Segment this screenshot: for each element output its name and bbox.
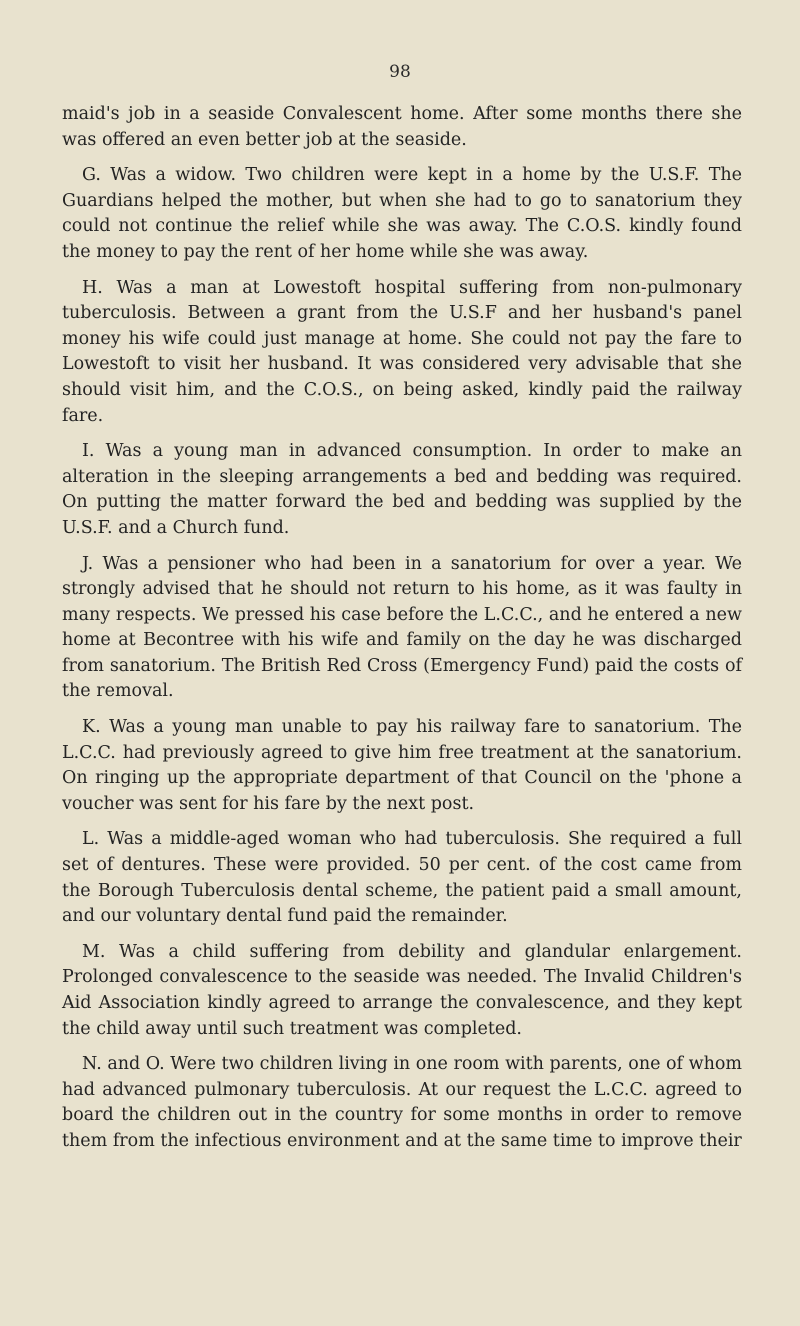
paragraph-case-l: L. Was a middle-aged woman who had tuberculosis. She required a full set of dentures. These were provided. 50 per cent. of the cost came from the Borough Tuberculosis dental scheme, the patient paid a small amount, and our voluntary dental fund paid the remainder. <box>62 829 742 927</box>
paragraph-case-n-o: N. and O. Were two children living in one room with parents, one of whom had advanced pulmonary tuberculosis. At our request the L.C.C. agreed to board the children out in the country for some months in order to remove them from the infectious environment and at the same time to improve their <box>62 1054 742 1151</box>
paragraph-case-i: I. Was a young man in advanced consumption. In order to make an alteration in the sleeping arrangements a bed and bedding was required. On putting the matter forward the bed and bedding was supplied by the U.S.F. and a Church fund. <box>62 441 742 538</box>
paragraph-case-h: H. Was a man at Lowestoft hospital suffering from non-pulmonary tuberculosis. Between a grant from the U.S.F and her husband's panel money his wife could just manage at home. She could not pay the fare to Lowestoft to visit her husband. It was considered very advisable that she should visit him, and the C.O.S., on being asked, kindly paid the railway fare. <box>62 277 742 426</box>
paragraph-continuation: maid's job in a seaside Convalescent home. After some months there she was offered an even better job at the seaside. <box>62 104 742 150</box>
paragraph-case-j: J. Was a pensioner who had been in a sanatorium for over a year. We strongly advised that he should not return to his home, as it was faulty in many respects. We pressed his case before the L.C.C., and he entered a new home at Becontree with his wife and family on the day he was discharged from sanatorium. The British Red Cross (Emergency Fund) paid the costs of the removal. <box>62 553 742 702</box>
page-number: 98 <box>389 62 411 82</box>
paragraph-case-m: M. Was a child suffering from debility and glandular enlargement. Prolonged convalescence to the seaside was needed. The Invalid Children's Aid Association kindly agreed to arrange the convalescence, and they kept the child away until such treatment was completed. <box>62 941 742 1039</box>
body-text <box>62 102 742 1165</box>
paragraph-case-g: G. Was a widow. Two children were kept in a home by the U.S.F. The Guardians helped the mother, but when she had to go to sanatorium they could not continue the relief while she was away. The C.O.S. kindly found the money to pay the rent of her home while she was away. <box>62 165 742 262</box>
paragraph-case-k: K. Was a young man unable to pay his railway fare to sanatorium. The L.C.C. had previously agreed to give him free treatment at the sanatorium. On ringing up the appropriate department of that Council on the 'phone a voucher was sent for his fare by the next post. <box>62 717 742 814</box>
